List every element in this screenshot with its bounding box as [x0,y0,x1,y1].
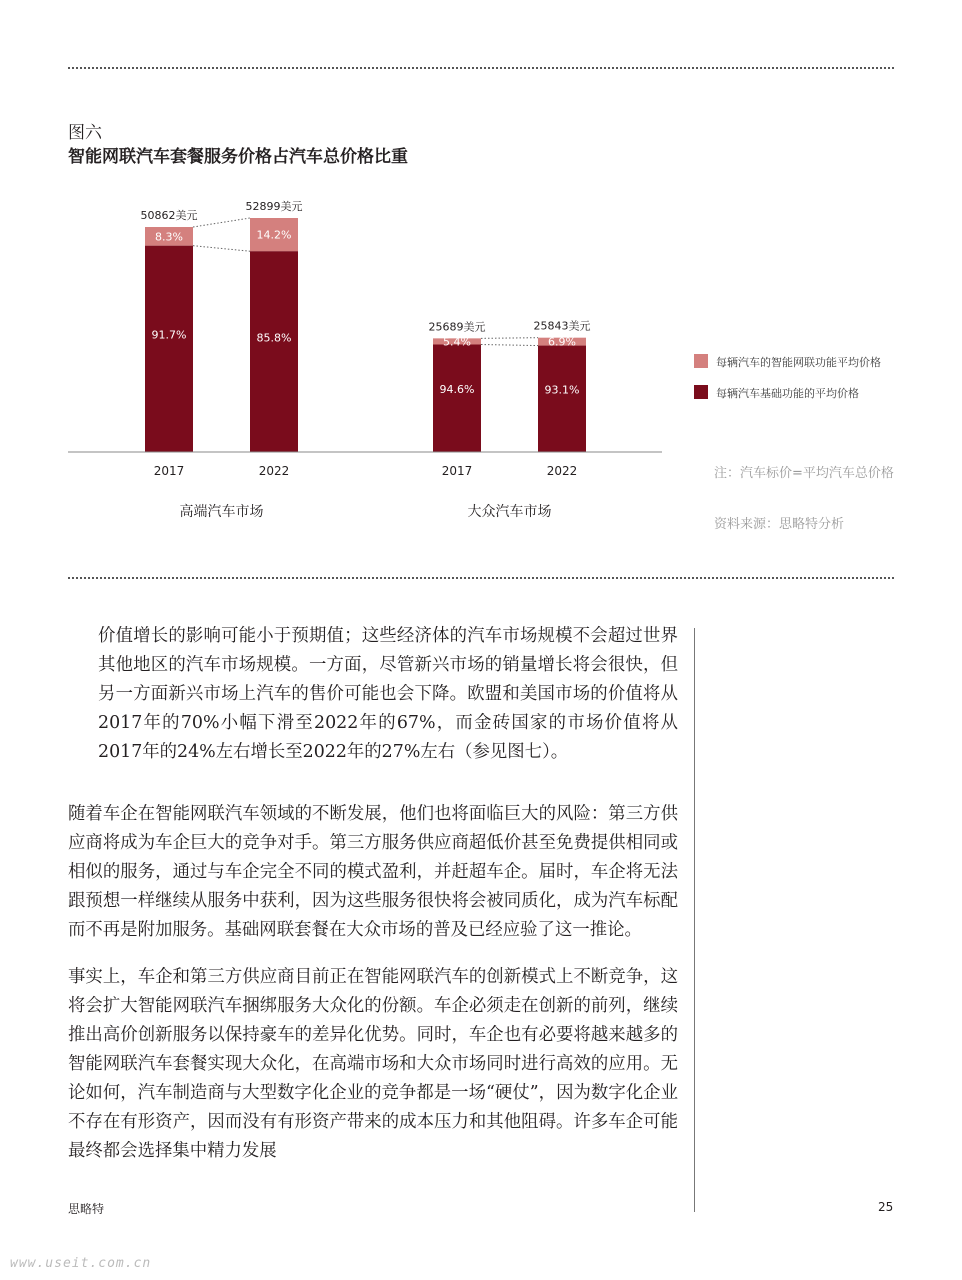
body-paragraphs-block [68,800,678,1184]
legend-label-connected: 每辆汽车的智能网联功能平均价格 [716,356,881,369]
connector-split [481,345,538,346]
chart-note: 注：汽车标价=平均汽车总价格 [714,466,894,481]
connected-pct-label: 8.3% [155,230,183,244]
figure-label: 图六 [68,123,102,143]
total-price-label: 25689美元 [428,320,486,334]
year-tick-label: 2017 [441,464,473,478]
legend-label-base: 每辆汽车基础功能的平均价格 [716,387,859,400]
connector-split [193,246,250,252]
page-number: 25 [878,1200,894,1214]
connected-pct-label: 14.2% [256,228,292,242]
year-tick-label: 2022 [546,464,578,478]
top-divider [68,67,894,69]
body-paragraph-3: 事实上，车企和第三方供应商目前正在智能网联汽车的创新模式上不断竞争，这将会扩大智能网联汽车捆绑服务大众化的份额。车企必须走在创新的前列，继续推出高价创新服务以保持豪车的差异化优势。同时，车企也有必要将越来越多的智能网联汽车套餐实现大众化，在高端市场和大众市场同时进行高效的应用。无论如何，汽车制造商与大型数字化企业的竞争都是一场“硬仗”，因为数字化企业不存在有形资产，因而没有有形资产带来的成本压力和其他阻碍。许多车企可能最终都会选择集中精力发展 [68,967,678,1161]
total-price-label: 25843美元 [533,319,591,333]
base-pct-label: 85.8% [256,331,292,345]
connector-top [193,218,250,227]
connected-pct-label: 5.4% [443,335,471,349]
base-pct-label: 91.7% [151,328,187,342]
base-pct-label: 94.6% [439,382,475,396]
base-pct-label: 93.1% [544,383,580,397]
body-paragraph-1-block [98,622,678,785]
bar-base-segment [250,251,298,452]
group-label: 高端汽车市场 [179,504,264,520]
footer-brand: 思略特 [68,1202,105,1216]
body-paragraph-2: 随着车企在智能网联汽车领域的不断发展，他们也将面临巨大的风险：第三方供应商将成为车企巨大的竞争对手。第三方服务供应商超低价甚至免费提供相同或相似的服务，通过与车企完全不同的模式盈利，并赶超车企。届时，车企将无法跟预想一样继续从服务中获利，因为这些服务很快将会被同质化，成为汽车标配而不再是附加服务。基础网联套餐在大众市场的普及已经应验了这一推论。 [68,804,678,940]
group-label: 大众汽车市场 [467,504,552,520]
figure-title: 智能网联汽车套餐服务价格占汽车总价格比重 [68,147,408,167]
body-paragraph-1: 价值增长的影响可能小于预期值；这些经济体的汽车市场规模不会超过世界其他地区的汽车市场规模。一方面，尽管新兴市场的销量增长将会很快，但另一方面新兴市场上汽车的售价可能也会下降。欧盟和美国市场的价值将从2017年的70%小幅下滑至2022年的67%，而金砖国家的市场价值将从2017年的24%左右增长至2022年的27%左右（参见图七）。 [98,626,678,762]
connected-pct-label: 6.9% [548,335,576,349]
total-price-label: 52899美元 [245,200,303,213]
total-price-label: 50862美元 [140,209,198,223]
connector-top [481,338,538,339]
bar-base-segment [145,246,193,452]
watermark: www.useit.com.cn [10,1256,152,1271]
column-rule [694,628,695,1212]
stacked-bar-chart [0,190,700,530]
chart-source: 资料来源：思略特分析 [714,517,845,532]
legend-swatch-connected [694,354,708,368]
year-tick-label: 2017 [153,464,185,478]
bar-base-segment [433,345,481,452]
bar-base-segment [538,346,586,452]
year-tick-label: 2022 [258,464,290,478]
chart-bottom-divider [68,577,894,579]
legend-swatch-base [694,385,708,399]
